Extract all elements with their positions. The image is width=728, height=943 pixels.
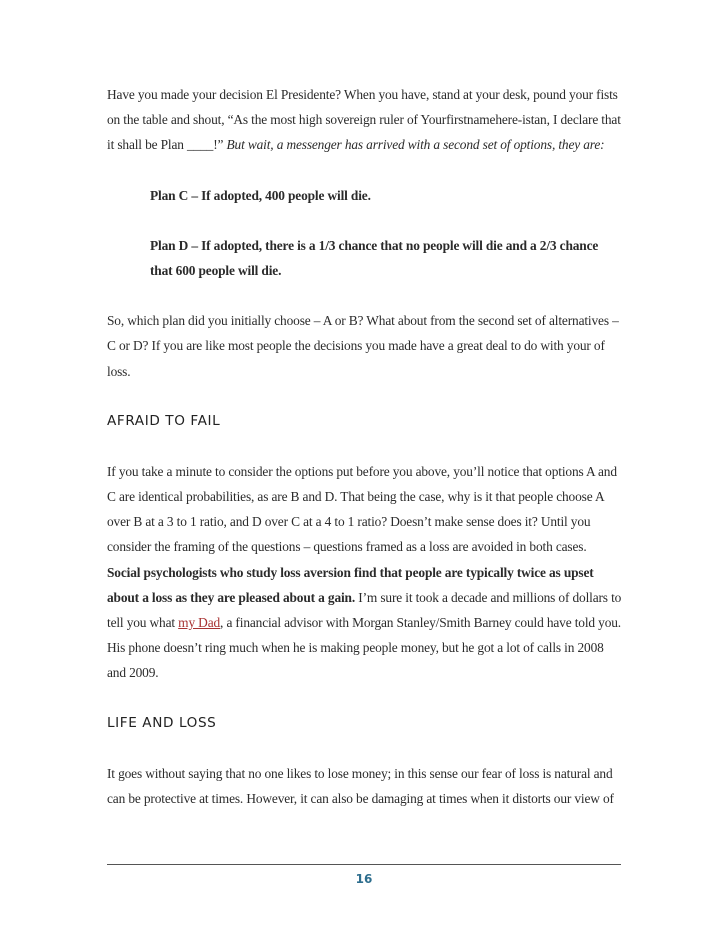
paragraph-text: If you take a minute to consider the options put before you above, you’ll notice that options A and C are identical probabilities, as are B and D. That being the case, why is it that people choose A over B at a 3 to 1 ratio, and D over C at a 4 to 1 ratio? Doesn’t make sense does it? Until you consider the framing of the questions – questions framed as a loss are avoided in both cases. — [107, 463, 617, 555]
footer-divider — [107, 864, 621, 865]
section-heading-life-and-loss: LIFE AND LOSS — [107, 714, 217, 731]
paragraph-life-and-loss: It goes without saying that no one likes to lose money; in this sense our fear of loss is natural and can be protective at times. However, it can also be damaging at times when it distorts our view of — [107, 765, 614, 806]
paragraph-text: Have you made your decision El Presidente? When you have, stand at your desk, pound your fists on the table and shout, “As the most high sovereign ruler of Yourfirstnamehere-istan, I declare that it shall be Plan ____!” — [107, 87, 621, 153]
bold-loss-aversion-text: Social psychologists who study loss aversion find that people are typically twice as upset about a loss as they are pleased about a gain. — [107, 564, 594, 605]
my-dad-link[interactable]: my Dad — [178, 615, 221, 631]
document-page — [107, 82, 623, 811]
plan-c-item: Plan C – If adopted, 400 people will die. — [150, 187, 371, 203]
page-number: 16 — [355, 872, 373, 886]
plan-d-item: Plan D – If adopted, there is a 1/3 chance that no people will die and a 2/3 chance that 600 people will die. — [150, 237, 599, 279]
section-heading-afraid-to-fail: AFRAID TO FAIL — [107, 412, 221, 429]
paragraph-text: , a financial advisor with Morgan Stanley/Smith Barney could have told you. His phone doesn’t ring much when he is making people money, but he got a lot of calls in 2008 and 2009. — [107, 615, 621, 681]
italic-messenger-text: But wait, a messenger has arrived with a second set of options, they are: — [226, 137, 605, 153]
paragraph-el-presidente — [107, 82, 623, 158]
paragraph-which-plan: So, which plan did you initially choose – A or B? What about from the second set of alternatives – C or D? If you are like most people the decisions you made have a great deal to do with your of loss. — [107, 313, 619, 379]
paragraph-afraid-to-fail — [107, 459, 623, 686]
paragraph-text: I’m sure it took a decade and millions of dollars to tell you what — [107, 589, 622, 631]
